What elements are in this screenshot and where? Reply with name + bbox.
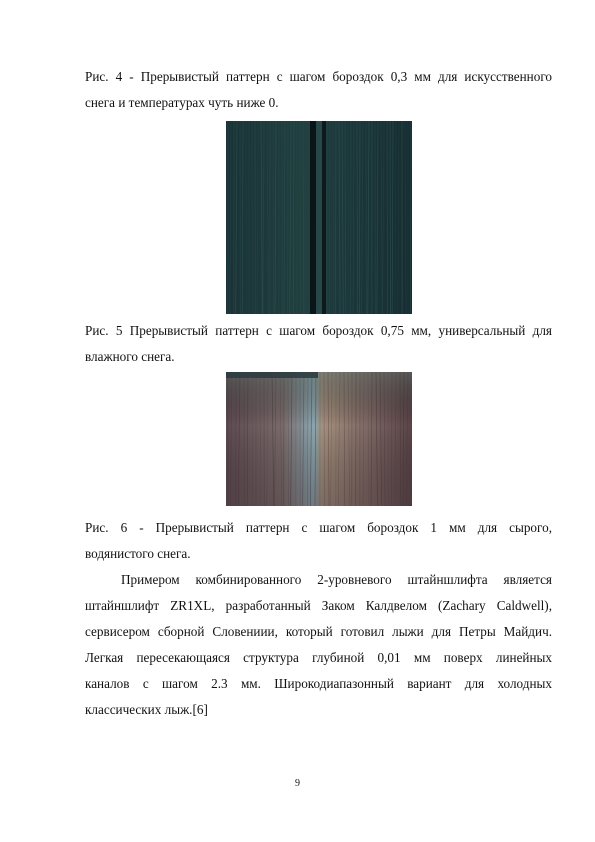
- page-number: 9: [295, 778, 300, 789]
- figure-5-caption: [85, 318, 552, 370]
- figure-5-caption-line-2: влажного снега.: [85, 349, 175, 364]
- body-line-3: сервисером сборной Словениии, который готовил лыжи для Петры Майдич.: [85, 624, 552, 639]
- figure-6-caption: [85, 515, 552, 567]
- body-line-1: Примером комбинированного 2-уровневого штайншлифта является: [121, 572, 552, 587]
- figure-4-caption-line-1: Рис. 4 - Прерывистый паттерн с шагом бороздок 0,3 мм для искусственного: [85, 69, 552, 84]
- body-line-5: каналов с шагом 2.3 мм. Широкодиапазонный вариант для холодных: [85, 676, 552, 691]
- figure-5-caption-line-1: Рис. 5 Прерывистый паттерн с шагом бороздок 0,75 мм, универсальный для: [85, 323, 552, 338]
- body-line-4: Легкая пересекающаяся структура глубиной 0,01 мм поверх линейных: [85, 650, 552, 665]
- figure-5-image: [226, 372, 412, 506]
- figure-6-caption-line-1: Рис. 6 - Прерывистый паттерн с шагом бороздок 1 мм для сырого,: [85, 520, 552, 535]
- figure-4-caption: [85, 64, 552, 116]
- figure-4-image: [226, 121, 412, 314]
- body-line-6: классических лыж.[6]: [85, 702, 208, 717]
- body-line-2: штайншлифт ZR1XL, разработанный Заком Калдвелом (Zachary Caldwell),: [85, 598, 552, 613]
- figure-6-caption-line-2: водянистого снега.: [85, 546, 191, 561]
- figure-4-caption-line-2: снега и температурах чуть ниже 0.: [85, 95, 279, 110]
- body-paragraph: [85, 567, 552, 723]
